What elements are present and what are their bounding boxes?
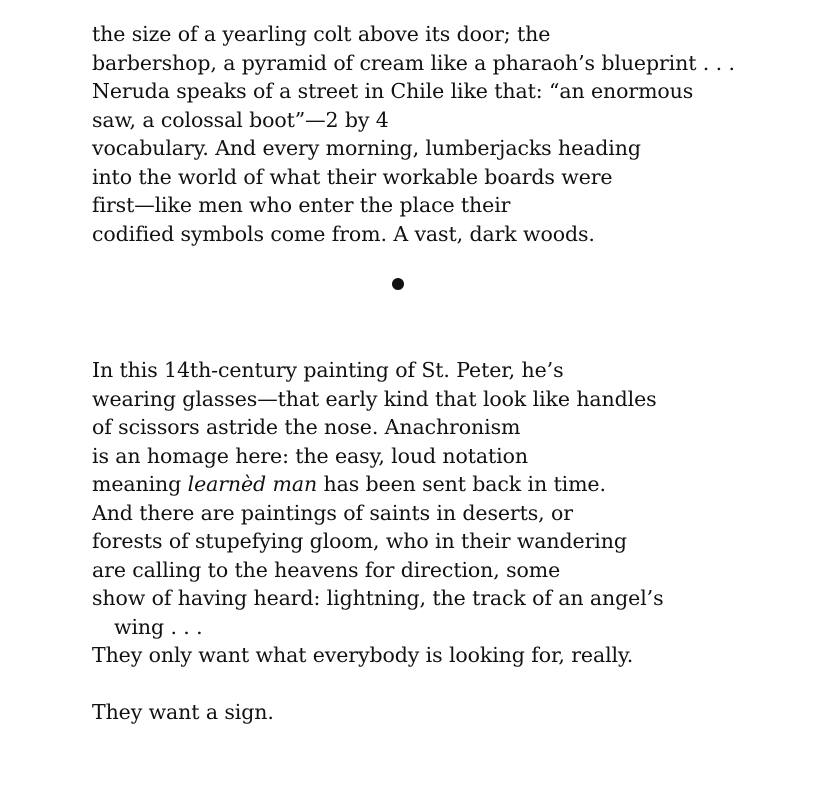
poem-page <box>92 20 792 726</box>
poem-line: They only want what everybody is looking for, really. <box>92 643 634 667</box>
line-text: has been sent back in time. <box>317 472 606 496</box>
poem-line: of scissors astride the nose. Anachronism <box>92 415 521 439</box>
poem-line: vocabulary. And every morning, lumberjacks heading <box>92 136 641 160</box>
poem-line: is an homage here: the easy, loud notation <box>92 443 528 468</box>
poem-line: barbershop, a pyramid of cream like a pharaoh’s blueprint . . . <box>92 50 735 75</box>
stanza-2 <box>92 356 792 670</box>
poem-line: codified symbols come from. A vast, dark woods. <box>92 221 595 246</box>
section-break <box>92 248 792 356</box>
poem-line: are calling to the heavens for direction, some <box>92 557 561 582</box>
stanza-1 <box>92 20 792 248</box>
poem-line: saw, a colossal boot”—2 by 4 <box>92 107 389 132</box>
stanza-gap <box>92 670 792 698</box>
poem-line: forests of stupefying gloom, who in their wandering <box>92 529 627 553</box>
poem-line: first—like men who enter the place their <box>92 193 511 217</box>
poem-line-with-italic <box>92 470 792 499</box>
poem-line-continuation: wing . . . <box>114 614 203 639</box>
poem-line: In this 14th-century painting of St. Peter, he’s <box>92 358 564 382</box>
stanza-3 <box>92 698 792 727</box>
poem-line: the size of a yearling colt above its door; the <box>92 22 551 46</box>
poem-line: wearing glasses—that early kind that look like handles <box>92 386 657 411</box>
line-text: meaning <box>92 472 188 496</box>
section-divider-bullet <box>392 278 404 290</box>
poem-line: They want a sign. <box>92 699 274 724</box>
poem-line: into the world of what their workable boards were <box>92 164 613 189</box>
poem-line: Neruda speaks of a street in Chile like that: “an enormous <box>92 79 694 103</box>
poem-line: And there are paintings of saints in deserts, or <box>92 500 573 525</box>
italic-phrase: learnèd man <box>187 472 318 496</box>
poem-line: show of having heard: lightning, the track of an angel’s <box>92 586 664 610</box>
